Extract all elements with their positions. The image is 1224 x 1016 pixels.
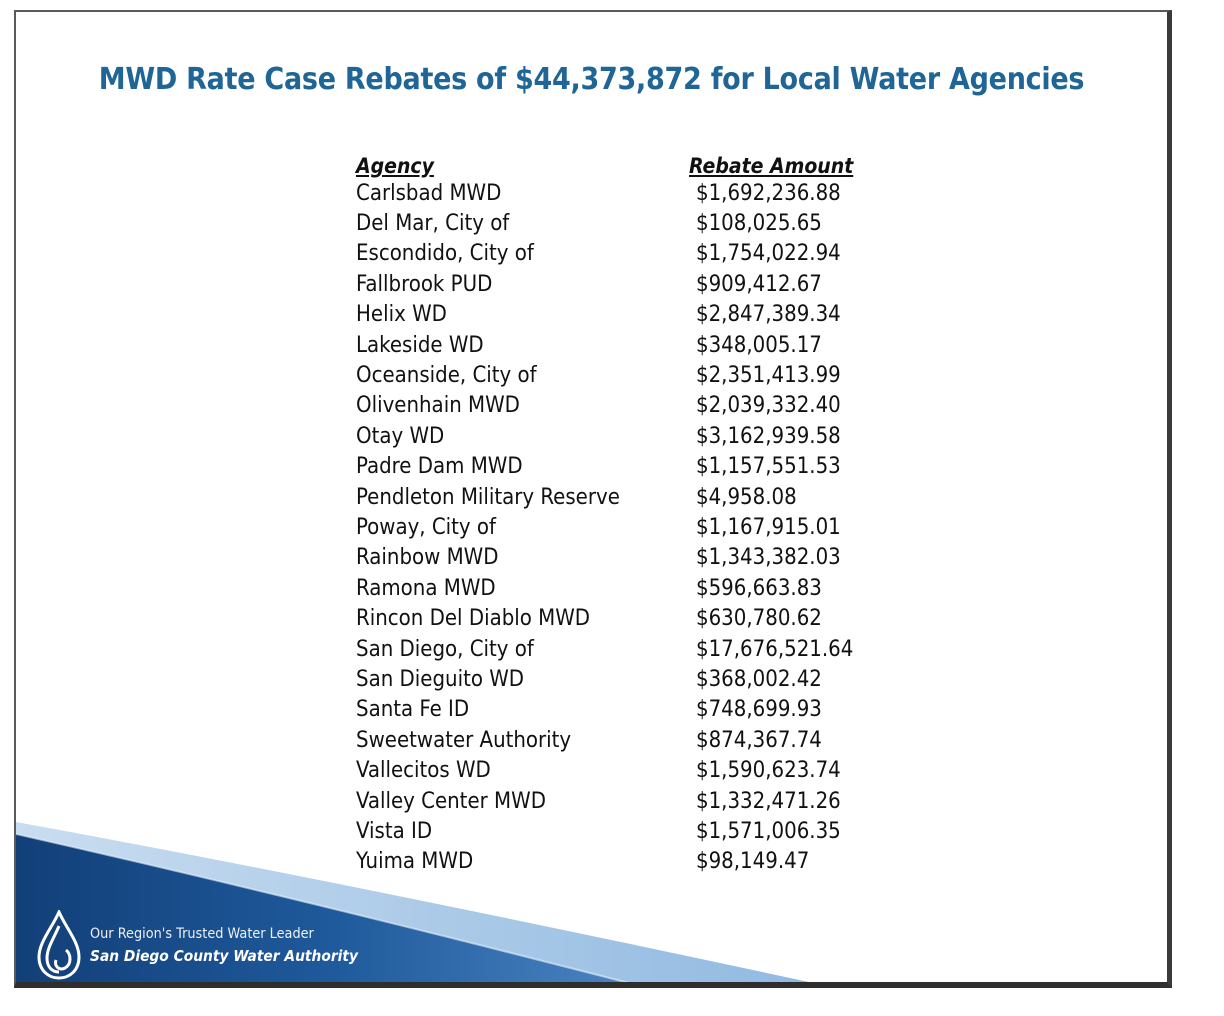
agency-name-cell: Padre Dam MWD bbox=[356, 454, 523, 480]
rebate-amount-cell: $596,663.83 bbox=[696, 575, 822, 601]
table-row bbox=[356, 664, 896, 694]
rebate-amount-cell: $1,571,006.35 bbox=[696, 818, 841, 844]
rebate-amount-cell: $1,590,623.74 bbox=[696, 758, 841, 784]
table-row bbox=[356, 573, 896, 603]
rebate-amount-cell: $108,025.65 bbox=[696, 211, 822, 237]
rebate-table bbox=[356, 148, 896, 877]
rebate-amount-cell: $1,167,915.01 bbox=[696, 514, 841, 540]
slide-title: MWD Rate Case Rebates of $44,373,872 for Local Water Agencies bbox=[98, 62, 1085, 97]
brand-tagline: Our Region's Trusted Water Leader bbox=[90, 926, 314, 942]
agency-name-cell: Vallecitos WD bbox=[356, 758, 491, 784]
agency-name-cell: Santa Fe ID bbox=[356, 697, 470, 723]
table-row bbox=[356, 634, 896, 664]
agency-name-cell: Olivenhain MWD bbox=[356, 393, 520, 419]
rebate-amount-cell: $748,699.93 bbox=[696, 697, 822, 723]
rebate-amount-cell: $630,780.62 bbox=[696, 606, 822, 632]
agency-name-cell: Fallbrook PUD bbox=[356, 271, 493, 297]
table-row bbox=[356, 391, 896, 421]
agency-name-cell: Helix WD bbox=[356, 302, 447, 328]
table-row bbox=[356, 482, 896, 512]
rebate-amount-cell: $1,157,551.53 bbox=[696, 454, 841, 480]
agency-name-cell: Del Mar, City of bbox=[356, 211, 510, 237]
table-row bbox=[356, 847, 896, 877]
table-row bbox=[356, 786, 896, 816]
table-row bbox=[356, 269, 896, 299]
table-row bbox=[356, 360, 896, 390]
table-row bbox=[356, 816, 896, 846]
table-row bbox=[356, 603, 896, 633]
table-row bbox=[356, 695, 896, 725]
agency-name-cell: Ramona MWD bbox=[356, 575, 496, 601]
agency-name-cell: San Dieguito WD bbox=[356, 666, 525, 692]
organization-name: San Diego County Water Authority bbox=[90, 947, 358, 965]
agency-name-cell: Valley Center MWD bbox=[356, 788, 546, 814]
rebate-amount-cell: $368,002.42 bbox=[696, 666, 822, 692]
table-row bbox=[356, 208, 896, 238]
table-row bbox=[356, 755, 896, 785]
table-row bbox=[356, 452, 896, 482]
agency-name-cell: Rainbow MWD bbox=[356, 545, 499, 571]
brand-footer bbox=[36, 910, 381, 980]
rebate-amount-cell: $1,692,236.88 bbox=[696, 180, 841, 206]
table-row bbox=[356, 178, 896, 208]
rebate-amount-cell: $2,351,413.99 bbox=[696, 363, 841, 389]
water-drop-logo-icon bbox=[36, 910, 82, 980]
table-row bbox=[356, 725, 896, 755]
agency-name-cell: Sweetwater Authority bbox=[356, 727, 572, 753]
rebate-amount-cell: $1,332,471.26 bbox=[696, 788, 841, 814]
table-row bbox=[356, 421, 896, 451]
rebate-amount-cell: $2,847,389.34 bbox=[696, 302, 841, 328]
rebate-amount-column-header: Rebate Amount bbox=[689, 154, 854, 178]
table-row bbox=[356, 543, 896, 573]
agency-name-cell: Yuima MWD bbox=[356, 849, 474, 875]
agency-name-cell: Oceanside, City of bbox=[356, 363, 537, 389]
table-row bbox=[356, 512, 896, 542]
agency-name-cell: Rincon Del Diablo MWD bbox=[356, 606, 591, 632]
table-row bbox=[356, 239, 896, 269]
rebate-amount-cell: $1,343,382.03 bbox=[696, 545, 841, 571]
table-row bbox=[356, 330, 896, 360]
table-header bbox=[356, 148, 896, 178]
agency-name-cell: Escondido, City of bbox=[356, 241, 534, 267]
rebate-amount-cell: $874,367.74 bbox=[696, 727, 822, 753]
agency-name-cell: Carlsbad MWD bbox=[356, 180, 502, 206]
table-row bbox=[356, 300, 896, 330]
rebate-amount-cell: $4,958.08 bbox=[696, 484, 797, 510]
slide bbox=[14, 10, 1172, 988]
agency-name-cell: Poway, City of bbox=[356, 514, 496, 540]
rebate-amount-cell: $98,149.47 bbox=[696, 849, 810, 875]
agency-name-cell: San Diego, City of bbox=[356, 636, 534, 662]
rebate-amount-cell: $1,754,022.94 bbox=[696, 241, 841, 267]
rebate-amount-cell: $348,005.17 bbox=[696, 332, 822, 358]
agency-name-cell: Otay WD bbox=[356, 423, 445, 449]
rebate-amount-cell: $909,412.67 bbox=[696, 271, 822, 297]
agency-name-cell: Vista ID bbox=[356, 818, 433, 844]
table-body bbox=[356, 178, 896, 877]
rebate-amount-cell: $17,676,521.64 bbox=[696, 636, 854, 662]
agency-name-cell: Lakeside WD bbox=[356, 332, 484, 358]
rebate-amount-cell: $3,162,939.58 bbox=[696, 423, 841, 449]
agency-column-header: Agency bbox=[356, 154, 434, 178]
rebate-amount-cell: $2,039,332.40 bbox=[696, 393, 841, 419]
agency-name-cell: Pendleton Military Reserve bbox=[356, 484, 620, 510]
